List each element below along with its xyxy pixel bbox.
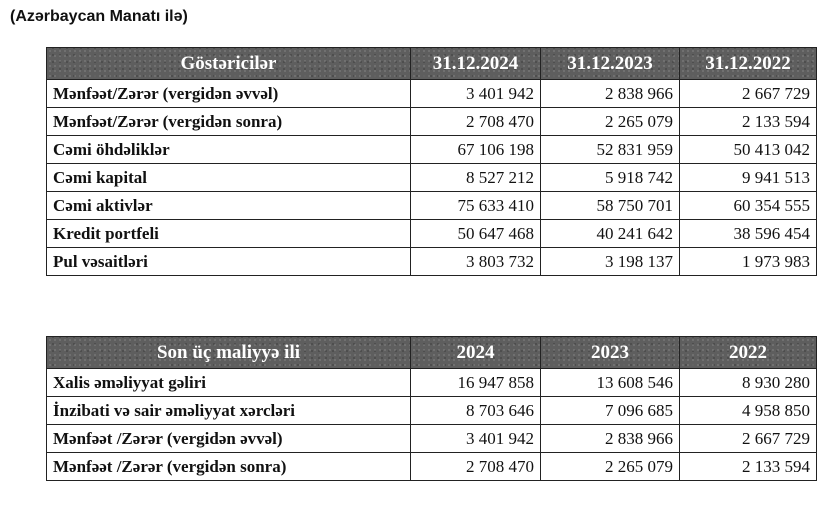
table-row [47,453,817,481]
table-row [47,397,817,425]
row-label: Mənfəət /Zərər (vergidən əvvəl) [47,425,411,453]
cell-2022: 2 667 729 [680,425,817,453]
row-label: Xalis əməliyyat gəliri [47,369,411,397]
table-row [47,80,817,108]
cell-2023: 7 096 685 [541,397,680,425]
cell-2024: 16 947 858 [411,369,541,397]
header-year-2024: 2024 [411,337,541,369]
cell-2024: 50 647 468 [411,220,541,248]
row-label: Mənfəət/Zərər (vergidən sonra) [47,108,411,136]
cell-2024: 2 708 470 [411,108,541,136]
cell-2023: 40 241 642 [541,220,680,248]
header-year-2023: 2023 [541,337,680,369]
table-row [47,248,817,276]
row-label: İnzibati və sair əməliyyat xərcləri [47,397,411,425]
header-date-2024: 31.12.2024 [411,48,541,80]
cell-2022: 1 973 983 [680,248,817,276]
cell-2023: 2 838 966 [541,80,680,108]
cell-2022: 38 596 454 [680,220,817,248]
header-year-2022: 2022 [680,337,817,369]
cell-2022: 2 133 594 [680,108,817,136]
cell-2024: 3 401 942 [411,80,541,108]
cell-2023: 5 918 742 [541,164,680,192]
cell-2024: 67 106 198 [411,136,541,164]
cell-2023: 58 750 701 [541,192,680,220]
financial-years-header-row [47,337,817,369]
indicators-header-row [47,48,817,80]
financial-years-table [46,336,817,481]
cell-2024: 8 703 646 [411,397,541,425]
row-label: Pul vəsaitləri [47,248,411,276]
cell-2023: 2 265 079 [541,453,680,481]
table-row [47,108,817,136]
currency-caption: (Azərbaycan Manatı ilə) [10,8,188,25]
cell-2023: 2 838 966 [541,425,680,453]
header-last-three-years: Son üç maliyyə ili [47,337,411,369]
cell-2024: 2 708 470 [411,453,541,481]
cell-2022: 50 413 042 [680,136,817,164]
row-label: Mənfəət /Zərər (vergidən sonra) [47,453,411,481]
cell-2022: 8 930 280 [680,369,817,397]
cell-2022: 2 133 594 [680,453,817,481]
cell-2024: 75 633 410 [411,192,541,220]
cell-2023: 13 608 546 [541,369,680,397]
table-row [47,425,817,453]
table-row [47,369,817,397]
cell-2022: 9 941 513 [680,164,817,192]
header-date-2022: 31.12.2022 [680,48,817,80]
row-label: Mənfəət/Zərər (vergidən əvvəl) [47,80,411,108]
table-row [47,220,817,248]
indicators-table [46,47,817,276]
cell-2023: 3 198 137 [541,248,680,276]
row-label: Cəmi aktivlər [47,192,411,220]
header-indicators: Göstəricilər [47,48,411,80]
cell-2023: 52 831 959 [541,136,680,164]
cell-2024: 3 803 732 [411,248,541,276]
cell-2022: 60 354 555 [680,192,817,220]
header-date-2023: 31.12.2023 [541,48,680,80]
cell-2022: 2 667 729 [680,80,817,108]
table-row [47,164,817,192]
row-label: Kredit portfeli [47,220,411,248]
cell-2023: 2 265 079 [541,108,680,136]
cell-2024: 8 527 212 [411,164,541,192]
row-label: Cəmi kapital [47,164,411,192]
table-row [47,136,817,164]
row-label: Cəmi öhdəliklər [47,136,411,164]
cell-2022: 4 958 850 [680,397,817,425]
table-row [47,192,817,220]
cell-2024: 3 401 942 [411,425,541,453]
